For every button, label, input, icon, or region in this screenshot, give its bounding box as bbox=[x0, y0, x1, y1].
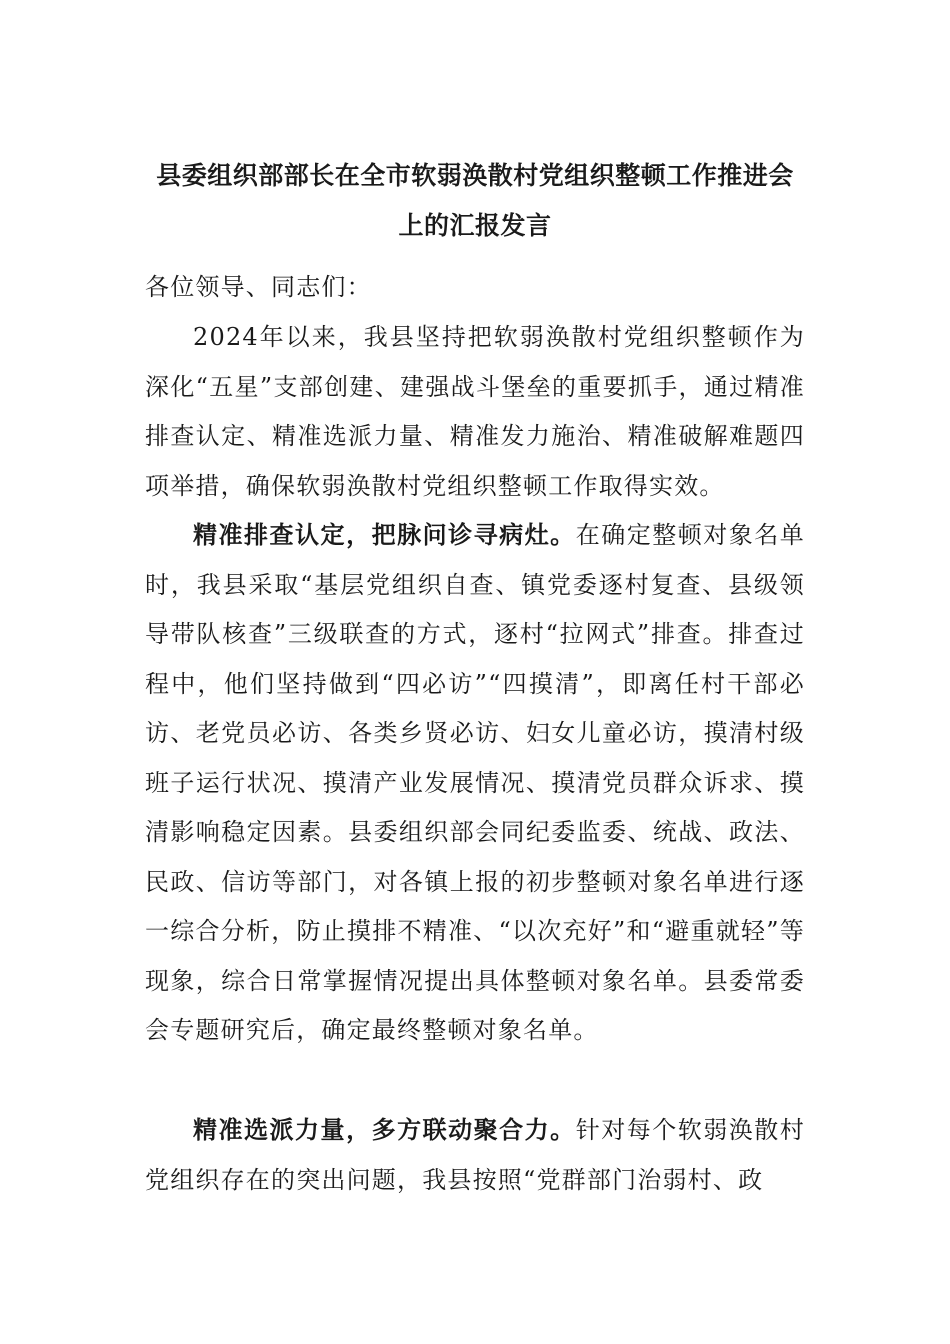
document-title-line-2: 上的汇报发言 bbox=[398, 211, 552, 240]
salutation: 各位领导、同志们： bbox=[145, 273, 372, 301]
paragraph-text: 2024年以来，我县坚持把软弱涣散村党组织整顿作为深化“五星”支部创建、建强战斗堡垒的重要抓手，通过精准排查认定、精准选派力量、精准发力施治、精准破解难题四项举措，确保软弱涣散村党组织整顿工作取得实效。 bbox=[145, 323, 805, 500]
paragraph-text: 在确定整顿对象名单时，我县采取“基层党组织自查、镇党委逐村复查、县级领导带队核查”三级联查的方式，逐村“拉网式”排查。排查过程中，他们坚持做到“四必访”“四摸清”，即离任村干部必访、老党员必访、各类乡贤必访、妇女儿童必访，摸清村级班子运行状况、摸清产业发展情况、摸清党员群众诉求、摸清影响稳定因素。县委组织部会同纪委监委、统战、政法、民政、信访等部门，对各镇上报的初步整顿对象名单进行逐一综合分析，防止摸排不精准、“以次充好”和“避重就轻”等现象，综合日常掌握情况提出具体整顿对象名单。县委常委会专题研究后，确定最终整顿对象名单。 bbox=[145, 521, 805, 1044]
paragraph-precise-assignment bbox=[145, 1106, 805, 1205]
paragraph-lead-heading: 精准排查认定，把脉问诊寻病灶。 bbox=[193, 521, 576, 549]
paragraph-precise-screening bbox=[145, 511, 805, 1056]
paragraph-intro bbox=[145, 313, 805, 511]
paragraph-lead-heading: 精准选派力量，多方联动聚合力。 bbox=[193, 1116, 576, 1144]
paragraph-text: 针对每个软弱涣散村党组织存在的突出问题，我县按照“党群部门治弱村、政 bbox=[145, 1116, 805, 1194]
document-title-line-1: 县委组织部部长在全市软弱涣散村党组织整顿工作推进会 bbox=[156, 161, 794, 190]
